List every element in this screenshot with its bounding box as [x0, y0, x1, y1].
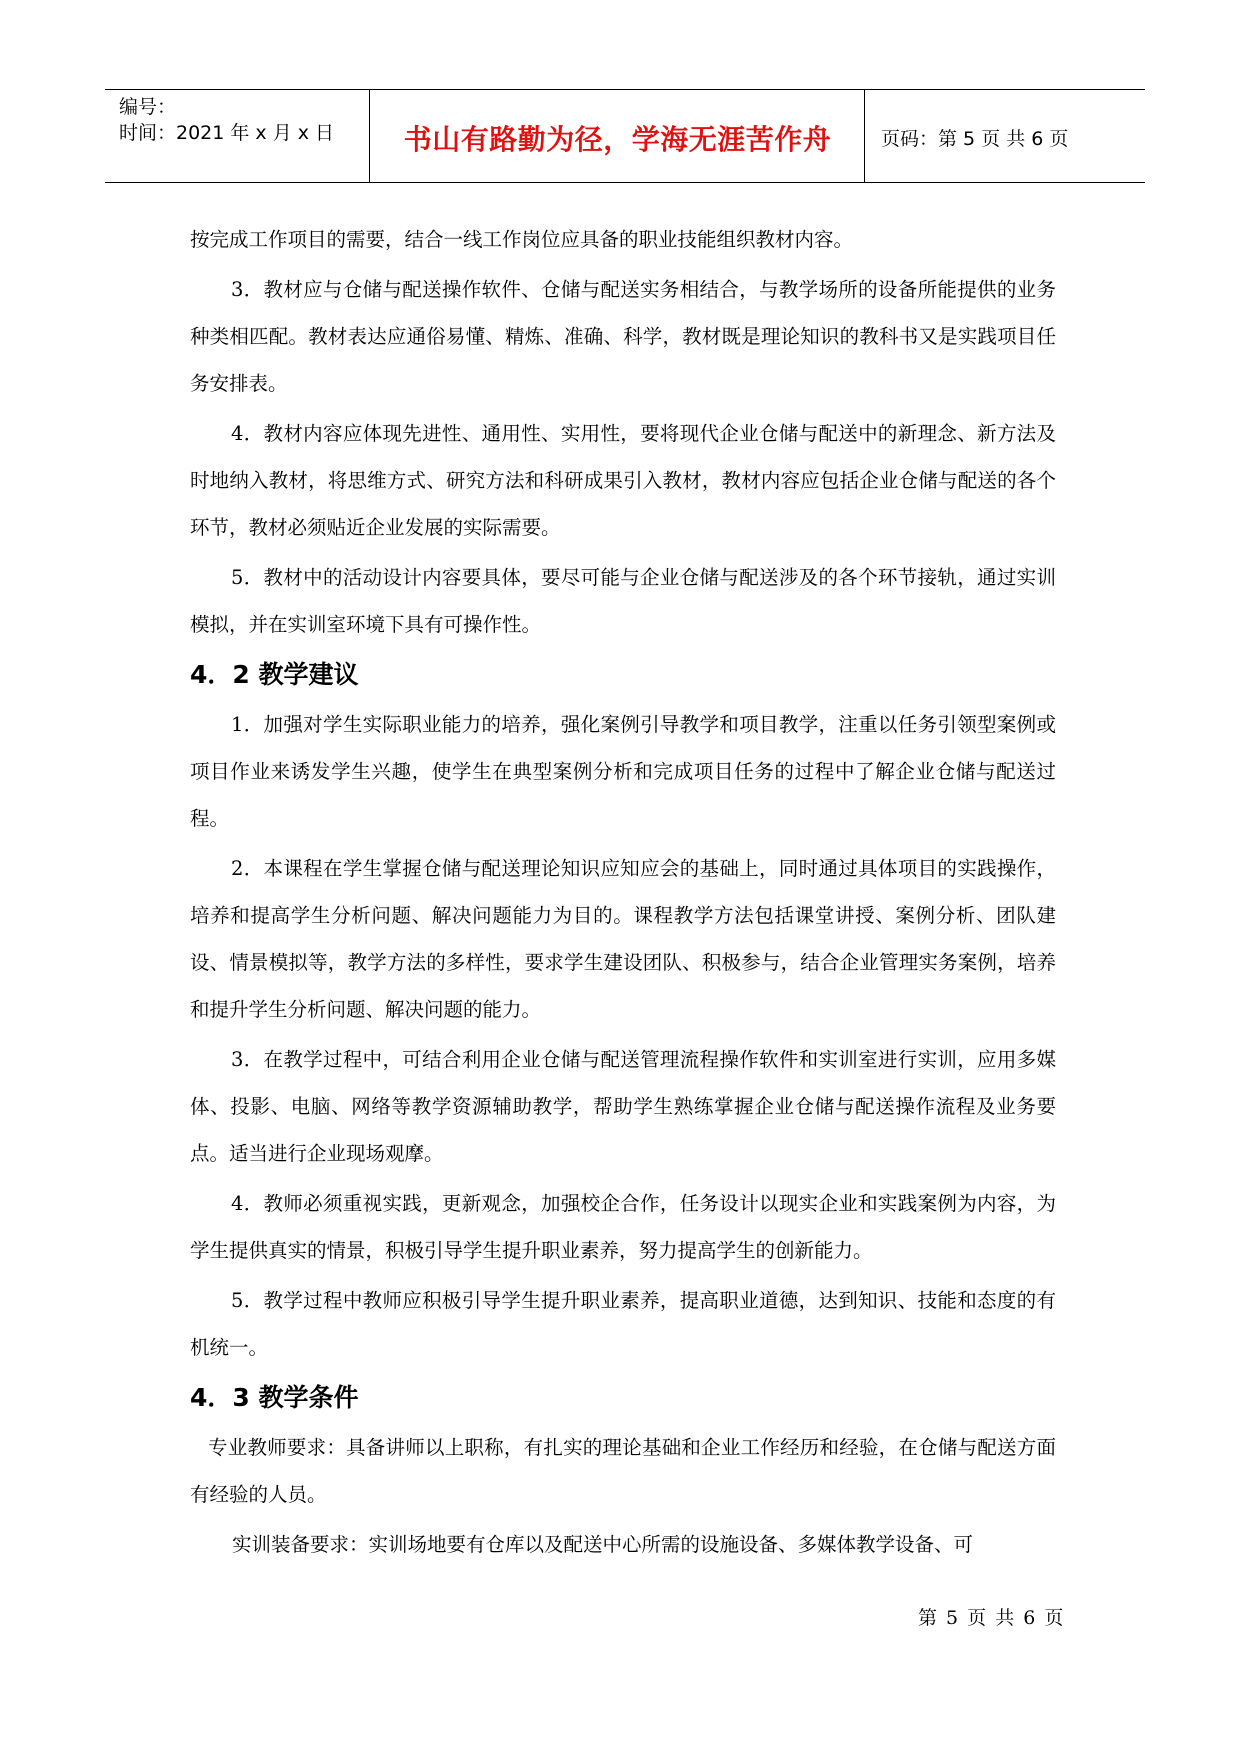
- paragraph-materials-3: 3．教材应与仓储与配送操作软件、仓储与配送实务相结合，与教学场所的设备所能提供的业务种类相匹配。教材表达应通俗易懂、精炼、准确、科学，教材既是理论知识的教科书又是实践项目任务安排表。: [190, 278, 1056, 395]
- header-page-code: 页码：第 5 页 共 6 页: [881, 127, 1069, 150]
- paragraph-teacher-requirements: 专业教师要求：具备讲师以上职称，有扎实的理论基础和企业工作经历和经验，在仓储与配送方面有经验的人员。: [190, 1436, 1056, 1506]
- paragraph-advice-5: 5．教学过程中教师应积极引导学生提升职业素养，提高职业道德，达到知识、技能和态度的有机统一。: [190, 1289, 1056, 1359]
- header-page-cell: [867, 90, 1145, 182]
- heading-4-2: 4．2 教学建议: [190, 660, 359, 689]
- paragraph-materials-4: 4．教材内容应体现先进性、通用性、实用性，要将现代企业仓储与配送中的新理念、新方法及时地纳入教材，将思维方式、研究方法和科研成果引入教材，教材内容应包括企业仓储与配送的各个环节，教材必须贴近企业发展的实际需要。: [190, 422, 1056, 539]
- paragraph-advice-1: 1．加强对学生实际职业能力的培养，强化案例引导教学和项目教学，注重以任务引领型案例或项目作业来诱发学生兴趣，使学生在典型案例分析和完成项目任务的过程中了解企业仓储与配送过程。: [190, 713, 1056, 830]
- page-header: [105, 89, 1145, 183]
- paragraph-advice-2: 2．本课程在学生掌握仓储与配送理论知识应知应会的基础上，同时通过具体项目的实践操作，培养和提高学生分析问题、解决问题能力为目的。课程教学方法包括课堂讲授、案例分析、团队建设、情景模拟等，教学方法的多样性，要求学生建设团队、积极参与，结合企业管理实务案例，培养和提升学生分析问题、解决问题的能力。: [190, 857, 1056, 1021]
- header-motto: 书山有路勤为径，学海无涯苦作舟: [403, 123, 832, 156]
- page-footer: 第 5 页 共 6 页: [918, 1607, 1064, 1629]
- document-body: [190, 216, 1056, 1568]
- heading-4-3: 4．3 教学条件: [190, 1383, 359, 1412]
- header-number-label: 编号：: [119, 96, 177, 118]
- paragraph-equipment-requirements: 实训装备要求：实训场地要有仓库以及配送中心所需的设施设备、多媒体教学设备、可: [232, 1533, 974, 1556]
- header-meta-cell: [105, 90, 370, 182]
- header-time-label: 时间：2021 年 x 月 x 日: [119, 122, 335, 144]
- header-motto-cell: [371, 90, 865, 182]
- paragraph-advice-3: 3．在教学过程中，可结合利用企业仓储与配送管理流程操作软件和实训室进行实训，应用多媒体、投影、电脑、网络等教学资源辅助教学，帮助学生熟练掌握企业仓储与配送操作流程及业务要点。适当进行企业现场观摩。: [190, 1048, 1056, 1165]
- paragraph-materials-5: 5．教材中的活动设计内容要具体，要尽可能与企业仓储与配送涉及的各个环节接轨，通过实训模拟，并在实训室环境下具有可操作性。: [190, 566, 1056, 636]
- paragraph-intro: 按完成工作项目的需要，结合一线工作岗位应具备的职业技能组织教材内容。: [190, 228, 854, 251]
- paragraph-advice-4: 4．教师必须重视实践，更新观念，加强校企合作，任务设计以现实企业和实践案例为内容，为学生提供真实的情景，积极引导学生提升职业素养，努力提高学生的创新能力。: [190, 1192, 1056, 1262]
